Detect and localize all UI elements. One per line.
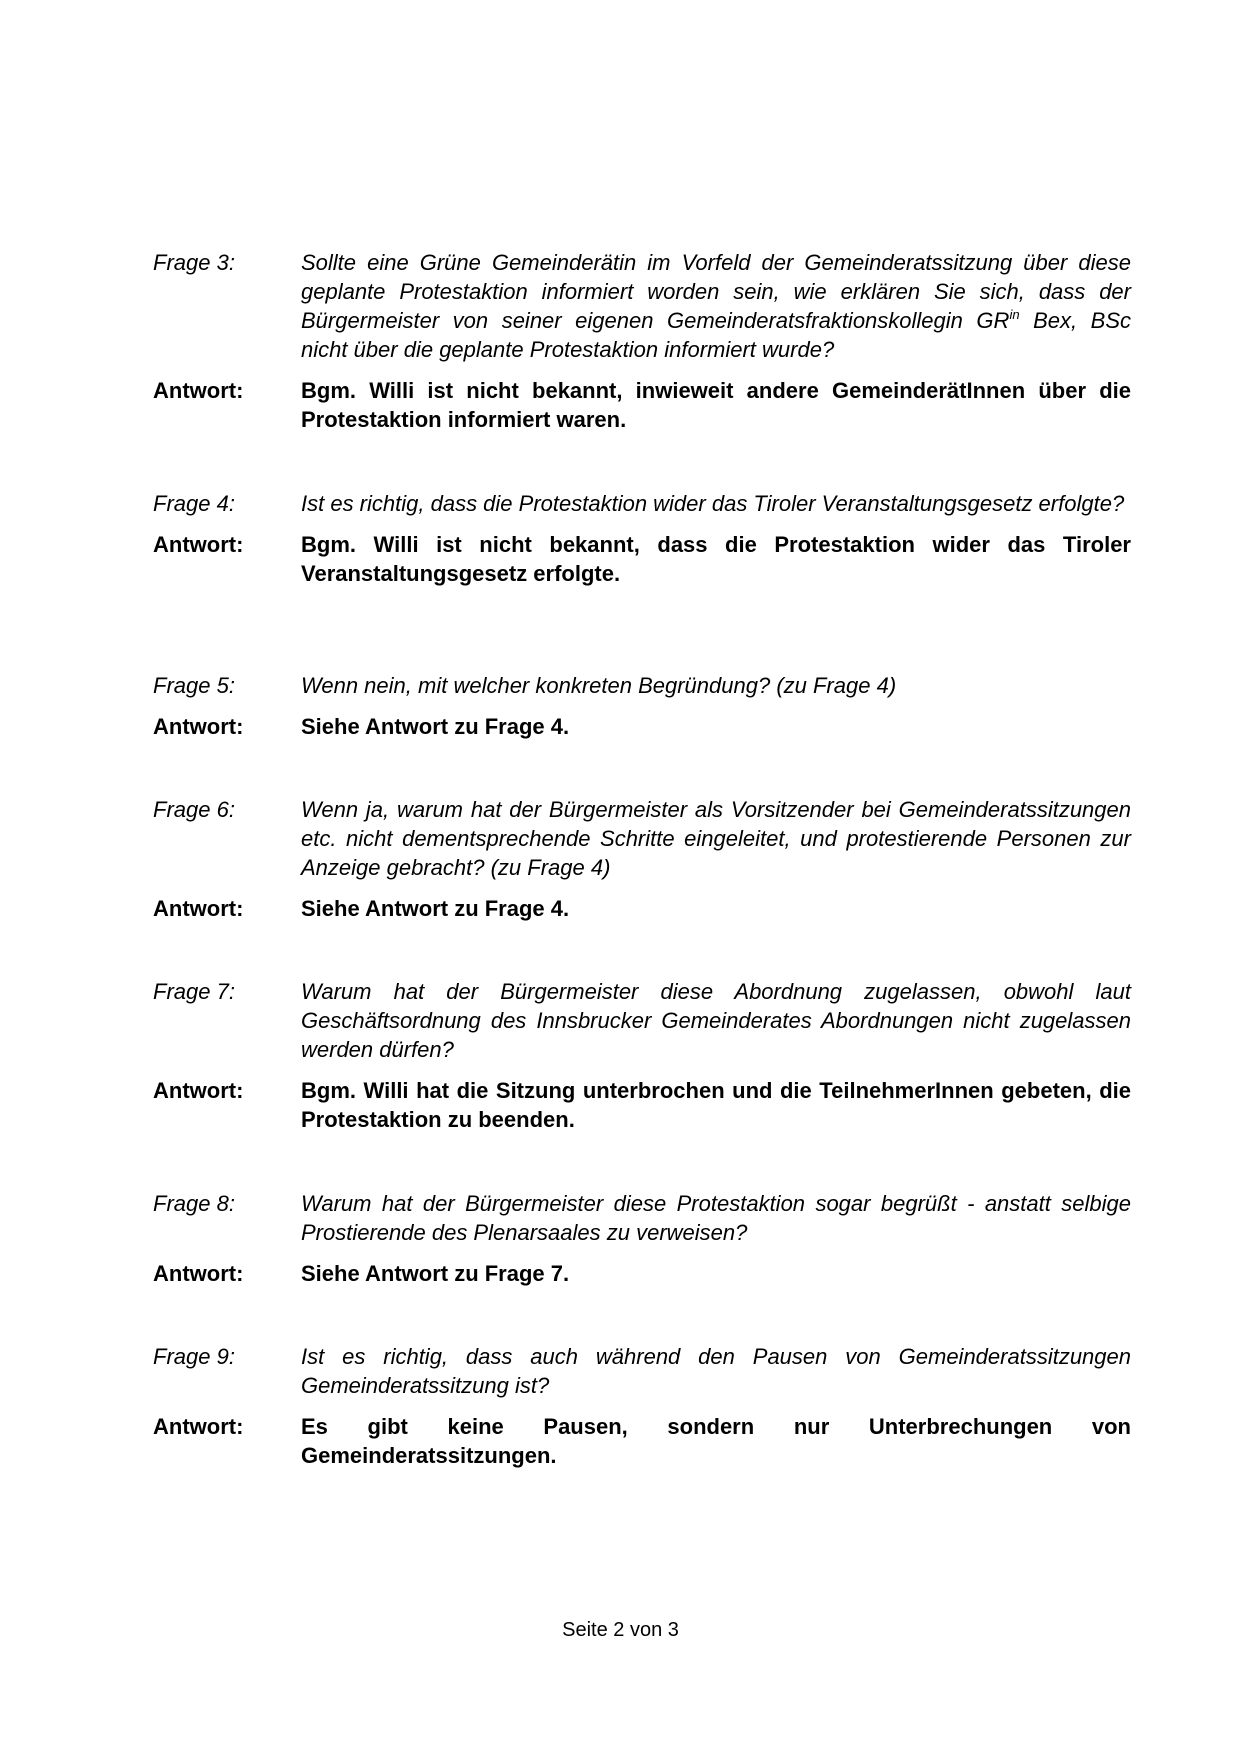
question-text: Warum hat der Bürgermeister diese Protestaktion sogar begrüßt - anstatt selbige Prostierende des Plenarsaales zu verweisen?	[301, 1191, 1131, 1245]
answer-text: Siehe Antwort zu Frage 4.	[301, 714, 570, 739]
answer-label: Antwort:	[153, 532, 244, 557]
question-row	[153, 795, 1131, 882]
answer-label: Antwort:	[153, 378, 244, 403]
answer-label: Antwort:	[153, 1414, 244, 1439]
question-text: Ist es richtig, dass die Protestaktion wider das Tiroler Veranstaltungsgesetz erfolgte?	[301, 491, 1125, 516]
question-label: Frage 7:	[153, 979, 235, 1004]
answer-text: Es gibt keine Pausen, sondern nur Unterbrechungen von Gemeinderatssitzungen.	[301, 1414, 1131, 1468]
question-row	[153, 671, 1131, 700]
qa-block-frage-9	[153, 1342, 1131, 1470]
question-row	[153, 977, 1131, 1064]
superscript: in	[1009, 307, 1020, 322]
qa-block-frage-5	[153, 671, 1131, 741]
answer-row	[153, 1259, 1131, 1288]
question-text: Wenn nein, mit welcher konkreten Begründung? (zu Frage 4)	[301, 673, 897, 698]
qa-block-frage-3	[153, 248, 1131, 434]
answer-row	[153, 712, 1131, 741]
question-label: Frage 4:	[153, 491, 235, 516]
question-text: Warum hat der Bürgermeister diese Abordnung zugelassen, obwohl laut Geschäftsordnung des Innsbrucker Gemeinderates Abordnungen nicht zugelassen werden dürfen?	[301, 979, 1131, 1062]
answer-row	[153, 1076, 1131, 1134]
question-text: Wenn ja, warum hat der Bürgermeister als Vorsitzender bei Gemeinderatssitzungen etc. nicht dementsprechende Schritte eingeleitet, und protestierende Personen zur Anzeige gebracht? (zu Frage 4)	[301, 797, 1131, 880]
question-label: Frage 5:	[153, 673, 235, 698]
answer-label: Antwort:	[153, 1261, 244, 1286]
qa-block-frage-4	[153, 489, 1131, 588]
question-label: Frage 3:	[153, 250, 235, 275]
qa-block-frage-6	[153, 795, 1131, 923]
answer-text: Bgm. Willi ist nicht bekannt, inwieweit andere GemeinderätInnen über die Protestaktion informiert waren.	[301, 378, 1131, 432]
question-row	[153, 1342, 1131, 1400]
answer-text: Bgm. Willi ist nicht bekannt, dass die Protestaktion wider das Tiroler Veranstaltungsgesetz erfolgte.	[301, 532, 1131, 586]
question-text-part: Sollte eine Grüne Gemeinderätin im Vorfeld der Gemeinderatssitzung über diese geplante Protestaktion informiert worden sein, wie erklären Sie sich, dass der Bürgermeister von seiner eigenen Gemeinderatsfraktionskollegin GR	[301, 250, 1131, 333]
answer-row	[153, 530, 1131, 588]
answer-text: Bgm. Willi hat die Sitzung unterbrochen und die TeilnehmerInnen gebeten, die Protestaktion zu beenden.	[301, 1078, 1131, 1132]
question-label: Frage 8:	[153, 1191, 235, 1216]
qa-block-frage-8	[153, 1189, 1131, 1288]
answer-text: Siehe Antwort zu Frage 4.	[301, 896, 570, 921]
question-row	[153, 489, 1131, 518]
question-text	[301, 248, 1131, 364]
question-text: Ist es richtig, dass auch während den Pausen von Gemeinderatssitzungen Gemeinderatssitzung ist?	[301, 1344, 1131, 1398]
answer-row	[153, 376, 1131, 434]
answer-row	[153, 1412, 1131, 1470]
question-row	[153, 248, 1131, 364]
question-text-part: Bex, BSc nicht über die geplante Protestaktion informiert wurde?	[301, 308, 1131, 362]
answer-label: Antwort:	[153, 896, 244, 921]
question-label: Frage 6:	[153, 797, 235, 822]
answer-text: Siehe Antwort zu Frage 7.	[301, 1261, 570, 1286]
answer-label: Antwort:	[153, 714, 244, 739]
qa-block-frage-7	[153, 977, 1131, 1134]
question-row	[153, 1189, 1131, 1247]
question-label: Frage 9:	[153, 1344, 235, 1369]
answer-label: Antwort:	[153, 1078, 244, 1103]
page-number: Seite 2 von 3	[562, 1619, 679, 1641]
answer-row	[153, 894, 1131, 923]
